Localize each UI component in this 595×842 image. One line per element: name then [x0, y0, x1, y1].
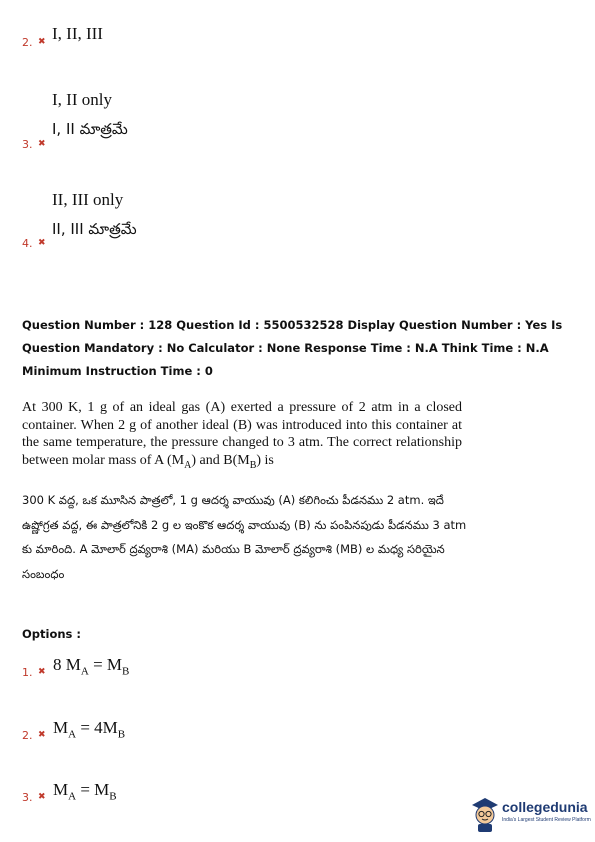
question-meta: Question Number : 128 Question Id : 5500532528 Display Question Number : Yes Is Question Mandatory : No Calculator : None Response Time : N.A Think Time : N.A Minimum Instruction Time : 0 [22, 318, 563, 378]
graduate-mascot-icon [470, 795, 500, 833]
option-text-telugu: II, III మాత్రమే [52, 220, 137, 238]
option-number: 3. [22, 138, 33, 151]
option-number: 3. [22, 791, 33, 804]
logo-name: collegedunia [502, 799, 588, 815]
wrong-mark-icon: ✖ [38, 238, 46, 248]
option-text: I, II only [52, 90, 112, 109]
option-text: I, II, III [52, 24, 103, 43]
question-text-english: At 300 K, 1 g of an ideal gas (A) exerted a pressure of 2 atm in a closed container. When 2 g of another ideal (B) was introduced into this container at the same temperature, the pressure changed to 3 atm. The correct relationship between molar mass of A $(M_A)$ and $B(M_B)$ is [22, 400, 462, 471]
option-text: II, III only [52, 190, 124, 209]
wrong-mark-icon: ✖ [38, 37, 46, 47]
collegedunia-logo [470, 795, 590, 835]
wrong-mark-icon: ✖ [38, 667, 46, 677]
logo-tagline: India's Largest Student Review Platform [502, 817, 591, 823]
wrong-mark-icon: ✖ [38, 730, 46, 740]
option-2-text: $M_A = 4M_B$ [53, 718, 126, 741]
option-number: 2. [22, 729, 33, 742]
option-3-text: $M_A = M_B$ [53, 780, 117, 803]
wrong-mark-icon: ✖ [38, 139, 46, 149]
option-number: 2. [22, 36, 33, 49]
options-label: Options : [22, 627, 81, 641]
wrong-mark-icon: ✖ [38, 792, 46, 802]
question-text-telugu: 300 K వద్ద, ఒక మూసిన పాత్రలో, 1 g ఆదర్శ వాయువు (A) కలిగించు పీడనము 2 atm. ఇదే ఉష్ణోగ్రత వద్ద, ఈ పాత్రలోనికి 2 g ల ఇంకొక ఆదర్శ వాయువు (B) ను పంపినపుడు పీడనము 3 atm కు మారింది. A మోలార్ ద్రవ్యరాశి (MA) మరియు B మోలార్ ద్రవ్యరాశి (MB) ల మధ్య సరియైన సంబంధం [22, 493, 467, 581]
option-text-telugu: I, II మాత్రమే [52, 120, 128, 138]
option-number: 4. [22, 237, 33, 250]
option-number: 1. [22, 666, 33, 679]
option-1-text: 8 $M_A = M_B$ [53, 655, 130, 678]
